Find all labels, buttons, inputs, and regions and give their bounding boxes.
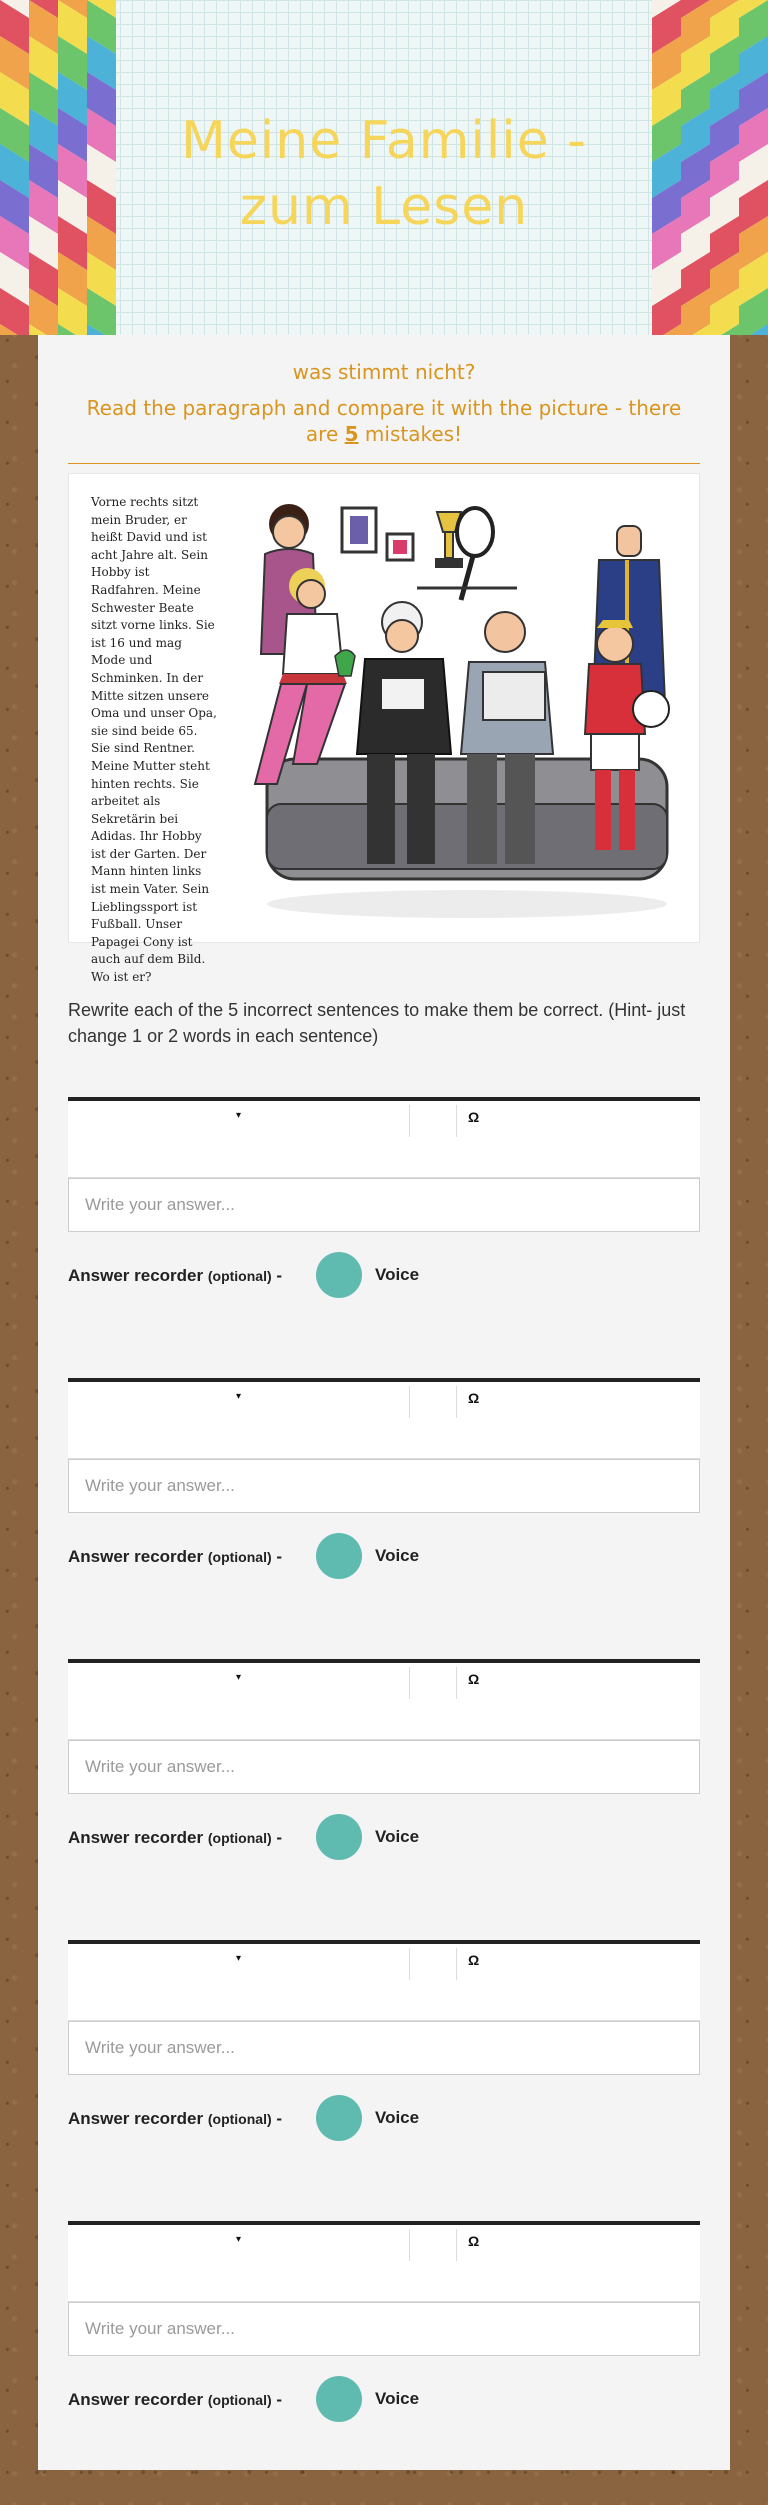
- mistake-count: 5: [344, 422, 359, 446]
- recorder-dash: -: [271, 2390, 283, 2409]
- voice-label: Voice: [375, 1827, 420, 1846]
- voice-label: Voice: [375, 1546, 420, 1565]
- answer-editor: [68, 1097, 700, 1232]
- format-dropdown[interactable]: [68, 1944, 409, 1976]
- recorder-dash: -: [271, 2109, 283, 2128]
- task-prompt: Rewrite each of the 5 incorrect sentences to make them be correct. (Hint- just change 1 or 2 words in each sentence): [68, 1000, 686, 1046]
- toolbar-divider: [456, 1386, 457, 1418]
- recorder-label-text: Answer recorder: [68, 1547, 204, 1566]
- family-paragraph: Vorne rechts sitzt mein Bruder, er heißt David und ist acht Jahre alt. Sein Hobby ist Radfahren. Meine Schwester Beate sitzt vorne links. Sie ist 16 und mag Mode und Schminken. In der Mitte sitzen unsere Oma und unser Opa, sie sind beide 65. Sie sind Rentner. Meine Mutter steht hinten rechts. Sie arbeitet als Sekretärin bei Adidas. Ihr Hobby ist der Garten. Der Mann hinten links ist mein Vater. Sein Lieblingssport ist Fußball. Unser Papagei Cony ist auch auf dem Bild. Wo ist er?: [91, 495, 217, 985]
- answer-input[interactable]: [68, 2302, 700, 2356]
- answer-input[interactable]: [68, 2021, 700, 2075]
- toolbar-divider: [456, 1105, 457, 1137]
- record-button[interactable]: [316, 2376, 362, 2422]
- chevron-pattern-right: [652, 0, 768, 335]
- recorder-label-text: Answer recorder: [68, 2109, 204, 2128]
- voice-label: Voice: [375, 2108, 420, 2127]
- chevron-down-icon: ▾: [235, 2234, 242, 2245]
- answer-input[interactable]: [68, 1740, 700, 1794]
- toolbar-divider: [456, 1667, 457, 1699]
- recorder-label-text: Answer recorder: [68, 1828, 204, 1847]
- omega-icon[interactable]: Ω: [468, 1109, 480, 1125]
- answer-recorder: [68, 1814, 700, 1862]
- family-illustration: [247, 504, 687, 934]
- answer-editor: [68, 1940, 700, 2075]
- voice-label: Voice: [375, 1265, 420, 1284]
- record-button[interactable]: [316, 1533, 362, 1579]
- recorder-label: [68, 2390, 282, 2410]
- section-subtitle: was stimmt nicht?: [292, 360, 476, 384]
- recorder-optional: (optional): [207, 1830, 272, 1846]
- answer-recorder: [68, 1252, 700, 1300]
- chevron-down-icon: ▾: [235, 1110, 242, 1121]
- record-button[interactable]: [316, 1252, 362, 1298]
- question-block: [68, 1940, 700, 2128]
- recorder-label: [68, 1266, 282, 1286]
- toolbar-button[interactable]: [410, 1944, 456, 1976]
- question-block: [68, 2221, 700, 2409]
- answer-recorder: [68, 2376, 700, 2424]
- recorder-label: [68, 1547, 282, 1567]
- instructions-pre: Read the paragraph and compare it with the picture - there are: [86, 396, 682, 446]
- instructions-post: mistakes!: [358, 422, 463, 446]
- recorder-optional: (optional): [207, 1549, 272, 1565]
- answer-editor: [68, 1378, 700, 1513]
- answer-recorder: [68, 2095, 700, 2143]
- toolbar-button[interactable]: [410, 2225, 456, 2257]
- chevron-pattern-left: [0, 0, 116, 335]
- editor-toolbar: [68, 2225, 700, 2302]
- omega-icon[interactable]: Ω: [468, 1952, 480, 1968]
- recorder-dash: -: [271, 1266, 283, 1285]
- omega-icon[interactable]: Ω: [468, 1671, 480, 1687]
- recorder-label: [68, 2109, 282, 2129]
- omega-icon[interactable]: Ω: [468, 2233, 480, 2249]
- toolbar-button[interactable]: [410, 1663, 456, 1695]
- chevron-down-icon: ▾: [235, 1953, 242, 1964]
- toolbar-divider: [456, 1948, 457, 1980]
- chevron-down-icon: ▾: [235, 1672, 242, 1683]
- editor-toolbar: [68, 1663, 700, 1740]
- question-block: [68, 1378, 700, 1566]
- recorder-optional: (optional): [207, 1268, 272, 1284]
- recorder-dash: -: [271, 1828, 283, 1847]
- answer-input[interactable]: [68, 1178, 700, 1232]
- divider: [68, 463, 700, 464]
- recorder-dash: -: [271, 1547, 283, 1566]
- record-button[interactable]: [316, 2095, 362, 2141]
- answer-input[interactable]: [68, 1459, 700, 1513]
- format-dropdown[interactable]: [68, 1663, 409, 1695]
- recorder-label: [68, 1828, 282, 1848]
- answer-editor: [68, 2221, 700, 2356]
- record-button[interactable]: [316, 1814, 362, 1860]
- editor-toolbar: [68, 1944, 700, 2021]
- worksheet-card: [38, 335, 730, 2470]
- family-picture: [68, 473, 700, 985]
- instructions-text: [68, 395, 700, 447]
- format-dropdown[interactable]: [68, 1382, 409, 1414]
- recorder-optional: (optional): [207, 2111, 272, 2127]
- toolbar-button[interactable]: [410, 1382, 456, 1414]
- page-title: Meine Familie - zum Lesen: [180, 111, 588, 237]
- editor-toolbar: [68, 1101, 700, 1178]
- chevron-down-icon: ▾: [235, 1391, 242, 1402]
- voice-label: Voice: [375, 2389, 420, 2408]
- question-block: [68, 1659, 700, 1847]
- recorder-label-text: Answer recorder: [68, 2390, 204, 2409]
- header-banner: [0, 0, 768, 335]
- question-block: [68, 1097, 700, 1285]
- format-dropdown[interactable]: [68, 2225, 409, 2257]
- recorder-label-text: Answer recorder: [68, 1266, 204, 1285]
- toolbar-button[interactable]: [410, 1101, 456, 1133]
- format-dropdown[interactable]: [68, 1101, 409, 1133]
- answer-editor: [68, 1659, 700, 1794]
- recorder-optional: (optional): [207, 2392, 272, 2408]
- toolbar-divider: [456, 2229, 457, 2261]
- answer-recorder: [68, 1533, 700, 1581]
- editor-toolbar: [68, 1382, 700, 1459]
- omega-icon[interactable]: Ω: [468, 1390, 480, 1406]
